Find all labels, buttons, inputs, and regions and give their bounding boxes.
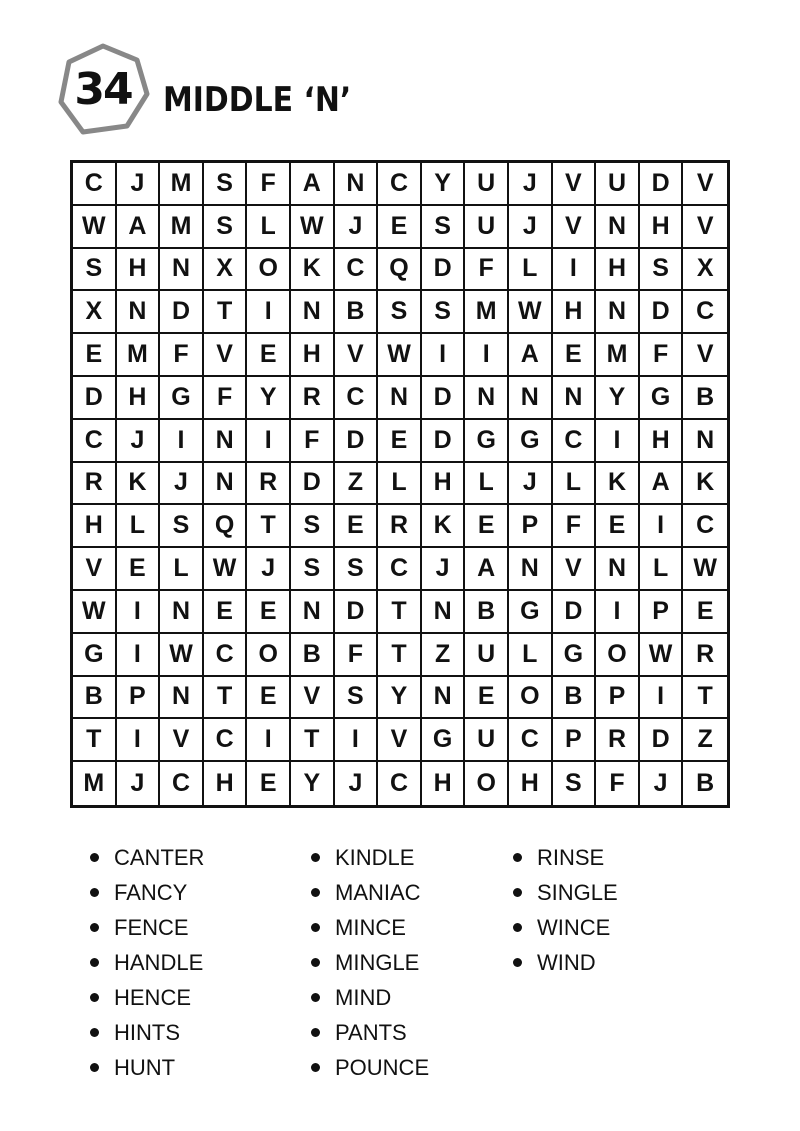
grid-cell[interactable]: H: [640, 420, 684, 463]
grid-cell[interactable]: M: [596, 334, 640, 377]
grid-cell[interactable]: I: [247, 719, 291, 762]
grid-cell[interactable]: M: [160, 163, 204, 206]
grid-cell[interactable]: E: [117, 548, 161, 591]
grid-cell[interactable]: X: [204, 249, 248, 292]
grid-cell[interactable]: D: [422, 249, 466, 292]
grid-cell[interactable]: M: [117, 334, 161, 377]
grid-cell[interactable]: K: [291, 249, 335, 292]
grid-cell[interactable]: F: [596, 762, 640, 805]
grid-cell[interactable]: N: [291, 291, 335, 334]
grid-cell[interactable]: T: [247, 505, 291, 548]
grid-cell[interactable]: H: [422, 463, 466, 506]
grid-cell[interactable]: W: [204, 548, 248, 591]
grid-cell[interactable]: N: [509, 377, 553, 420]
grid-cell[interactable]: J: [117, 163, 161, 206]
grid-cell[interactable]: O: [247, 634, 291, 677]
grid-cell[interactable]: O: [247, 249, 291, 292]
grid-cell[interactable]: V: [378, 719, 422, 762]
grid-cell[interactable]: C: [204, 719, 248, 762]
bullet-icon: [90, 853, 99, 862]
grid-cell[interactable]: H: [291, 334, 335, 377]
word-list-item: [90, 1015, 290, 1050]
grid-cell[interactable]: D: [73, 377, 117, 420]
grid-cell[interactable]: B: [291, 634, 335, 677]
grid-cell[interactable]: N: [160, 677, 204, 720]
grid-cell[interactable]: A: [509, 334, 553, 377]
grid-cell[interactable]: H: [596, 249, 640, 292]
grid-cell[interactable]: R: [378, 505, 422, 548]
puzzle-title: MIDDLE ‘N’: [163, 80, 352, 120]
grid-cell[interactable]: D: [422, 420, 466, 463]
grid-cell[interactable]: B: [683, 377, 727, 420]
word-label: MANIAC: [335, 879, 421, 905]
bullet-icon: [90, 1028, 99, 1037]
grid-cell[interactable]: E: [247, 591, 291, 634]
grid-cell[interactable]: F: [553, 505, 597, 548]
grid-cell[interactable]: I: [160, 420, 204, 463]
grid-cell[interactable]: H: [509, 762, 553, 805]
grid-cell[interactable]: I: [335, 719, 379, 762]
grid-cell[interactable]: H: [117, 249, 161, 292]
grid-cell[interactable]: B: [335, 291, 379, 334]
word-label: FENCE: [114, 914, 189, 940]
grid-cell[interactable]: V: [683, 334, 727, 377]
word-list-item: [311, 1015, 511, 1050]
bullet-icon: [90, 993, 99, 1002]
grid-cell[interactable]: B: [696, 769, 715, 798]
grid-cell[interactable]: D: [335, 591, 379, 634]
grid-cell[interactable]: H: [640, 206, 684, 249]
grid-cell[interactable]: E: [73, 334, 117, 377]
grid-cell[interactable]: T: [683, 677, 727, 720]
grid-cell[interactable]: C: [378, 762, 422, 805]
grid-cell[interactable]: N: [117, 291, 161, 334]
word-list-item: [311, 840, 511, 875]
grid-cell[interactable]: Z: [335, 463, 379, 506]
grid-cell[interactable]: S: [553, 762, 597, 805]
grid-cell[interactable]: C: [509, 719, 553, 762]
grid-cell[interactable]: W: [683, 548, 727, 591]
grid-cell[interactable]: N: [160, 591, 204, 634]
grid-cell[interactable]: K: [422, 505, 466, 548]
bullet-icon: [311, 853, 320, 862]
grid-cell[interactable]: L: [509, 249, 553, 292]
grid-cell[interactable]: C: [160, 762, 204, 805]
word-label: CANTER: [114, 844, 205, 870]
word-list-item: [513, 840, 713, 875]
bullet-icon: [90, 923, 99, 932]
grid-cell[interactable]: T: [378, 634, 422, 677]
grid-cell[interactable]: A: [291, 163, 335, 206]
grid-cell[interactable]: Q: [378, 249, 422, 292]
grid-cell[interactable]: N: [204, 463, 248, 506]
grid-cell[interactable]: I: [553, 249, 597, 292]
bullet-icon: [311, 1063, 320, 1072]
grid-cell[interactable]: C: [73, 420, 117, 463]
grid-cell[interactable]: I: [117, 591, 161, 634]
grid-cell[interactable]: E: [247, 762, 291, 805]
grid-cell[interactable]: E: [247, 334, 291, 377]
grid-cell[interactable]: S: [422, 291, 466, 334]
word-list-item: [90, 1050, 290, 1085]
grid-cell[interactable]: D: [160, 291, 204, 334]
grid-cell[interactable]: N: [465, 377, 509, 420]
grid-cell[interactable]: N: [422, 591, 466, 634]
grid-cell[interactable]: M: [73, 762, 117, 805]
grid-cell[interactable]: W: [509, 291, 553, 334]
word-label: POUNCE: [335, 1054, 430, 1080]
grid-cell[interactable]: K: [596, 463, 640, 506]
grid-cell[interactable]: I: [117, 634, 161, 677]
word-label: WIND: [537, 949, 596, 975]
grid-cell[interactable]: E: [596, 505, 640, 548]
grid-cell[interactable]: I: [640, 505, 684, 548]
grid-cell[interactable]: E: [553, 334, 597, 377]
grid-cell[interactable]: V: [553, 548, 597, 591]
grid-cell[interactable]: S: [378, 291, 422, 334]
grid-cell[interactable]: V: [335, 334, 379, 377]
word-label: FANCY: [114, 879, 188, 905]
grid-cell[interactable]: N: [553, 377, 597, 420]
grid-cell[interactable]: I: [465, 334, 509, 377]
grid-cell[interactable]: C: [204, 634, 248, 677]
grid-cell[interactable]: S: [291, 548, 335, 591]
grid-cell[interactable]: P: [640, 591, 684, 634]
grid-cell[interactable]: S: [204, 163, 248, 206]
word-list-column: [311, 840, 511, 1085]
word-label: KINDLE: [335, 844, 415, 870]
grid-cell[interactable]: N: [596, 548, 640, 591]
grid-cell[interactable]: N: [335, 163, 379, 206]
grid-cell[interactable]: H: [553, 291, 597, 334]
grid-cell[interactable]: P: [117, 677, 161, 720]
grid-cell[interactable]: S: [335, 677, 379, 720]
puzzle-number-badge: [55, 42, 151, 138]
grid-cell[interactable]: J: [117, 762, 161, 805]
grid-cell[interactable]: G: [553, 634, 597, 677]
grid-cell[interactable]: P: [553, 719, 597, 762]
grid-cell[interactable]: G: [640, 377, 684, 420]
grid-cell[interactable]: Y: [247, 377, 291, 420]
grid-cell[interactable]: G: [422, 719, 466, 762]
bullet-icon: [311, 993, 320, 1002]
grid-cell[interactable]: K: [117, 463, 161, 506]
grid-cell[interactable]: X: [73, 291, 117, 334]
grid-cell[interactable]: J: [509, 206, 553, 249]
grid-cell[interactable]: G: [509, 591, 553, 634]
grid-cell[interactable]: V: [553, 163, 597, 206]
grid-cell[interactable]: F: [640, 334, 684, 377]
grid-cell[interactable]: N: [422, 677, 466, 720]
word-list-item: [90, 945, 290, 980]
bullet-icon: [513, 923, 522, 932]
grid-cell[interactable]: E: [378, 206, 422, 249]
grid-cell[interactable]: G: [465, 420, 509, 463]
word-list-item: [513, 945, 713, 980]
grid-cell[interactable]: V: [291, 677, 335, 720]
grid-cell[interactable]: Y: [291, 762, 335, 805]
grid-cell[interactable]: V: [204, 334, 248, 377]
grid-cell[interactable]: U: [465, 163, 509, 206]
word-label: HENCE: [114, 984, 192, 1010]
grid-cell[interactable]: B: [465, 591, 509, 634]
grid-cell[interactable]: L: [465, 463, 509, 506]
grid-cell[interactable]: S: [204, 206, 248, 249]
grid-cell[interactable]: O: [596, 634, 640, 677]
word-list-item: [90, 875, 290, 910]
grid-cell[interactable]: M: [160, 206, 204, 249]
grid-cell[interactable]: C: [378, 548, 422, 591]
grid-cell[interactable]: B: [553, 677, 597, 720]
grid-cell[interactable]: D: [422, 377, 466, 420]
grid-cell[interactable]: R: [291, 377, 335, 420]
word-label: WINCE: [537, 914, 611, 940]
word-list-item: [90, 840, 290, 875]
grid-cell[interactable]: E: [204, 591, 248, 634]
word-label: HUNT: [114, 1054, 176, 1080]
grid-cell[interactable]: J: [335, 206, 379, 249]
grid-cell[interactable]: R: [683, 634, 727, 677]
grid-cell[interactable]: W: [378, 334, 422, 377]
grid-cell[interactable]: R: [247, 463, 291, 506]
grid-cell[interactable]: D: [640, 163, 684, 206]
grid-cell[interactable]: Z: [683, 719, 727, 762]
grid-cell[interactable]: L: [553, 463, 597, 506]
grid-cell[interactable]: Y: [378, 677, 422, 720]
grid-cell[interactable]: S: [422, 206, 466, 249]
word-label: HANDLE: [114, 949, 204, 975]
grid-cell[interactable]: S: [291, 505, 335, 548]
grid-cell[interactable]: J: [247, 548, 291, 591]
grid-cell[interactable]: D: [640, 291, 684, 334]
grid-cell[interactable]: B: [73, 677, 117, 720]
grid-cell[interactable]: P: [596, 677, 640, 720]
grid-cell[interactable]: N: [509, 548, 553, 591]
grid-cell[interactable]: W: [160, 634, 204, 677]
grid-cell[interactable]: V: [160, 719, 204, 762]
grid-cell[interactable]: J: [509, 463, 553, 506]
grid-cell[interactable]: L: [247, 206, 291, 249]
word-list-item: [311, 945, 511, 980]
grid-cell[interactable]: S: [73, 249, 117, 292]
grid-cell[interactable]: D: [335, 420, 379, 463]
bullet-icon: [311, 923, 320, 932]
grid-cell[interactable]: U: [465, 206, 509, 249]
grid-cell[interactable]: X: [683, 249, 727, 292]
grid-cell[interactable]: I: [640, 677, 684, 720]
grid-cell[interactable]: L: [640, 548, 684, 591]
grid-cell[interactable]: W: [73, 591, 117, 634]
grid-cell[interactable]: A: [117, 206, 161, 249]
grid-cell[interactable]: L: [378, 463, 422, 506]
grid-cell[interactable]: N: [291, 591, 335, 634]
grid-cell[interactable]: J: [509, 163, 553, 206]
grid-cell[interactable]: F: [247, 163, 291, 206]
grid-cell[interactable]: A: [465, 548, 509, 591]
grid-cell[interactable]: N: [378, 377, 422, 420]
grid-cell[interactable]: L: [117, 505, 161, 548]
word-list-item: [513, 875, 713, 910]
grid-cell[interactable]: C: [553, 420, 597, 463]
grid-cell[interactable]: V: [553, 206, 597, 249]
bullet-icon: [311, 1028, 320, 1037]
grid-cell[interactable]: J: [335, 762, 379, 805]
grid-cell[interactable]: G: [509, 420, 553, 463]
grid-cell[interactable]: N: [596, 291, 640, 334]
grid-cell[interactable]: H: [73, 505, 117, 548]
grid-cell[interactable]: T: [73, 719, 117, 762]
grid-cell[interactable]: D: [553, 591, 597, 634]
grid-cell[interactable]: Z: [422, 634, 466, 677]
grid-cell[interactable]: A: [640, 463, 684, 506]
grid-cell[interactable]: E: [465, 677, 509, 720]
grid-cell[interactable]: N: [204, 420, 248, 463]
grid-cell[interactable]: I: [596, 591, 640, 634]
word-list-item: [90, 980, 290, 1015]
grid-cell[interactable]: Q: [204, 505, 248, 548]
grid-cell[interactable]: E: [378, 420, 422, 463]
grid-cell[interactable]: K: [683, 463, 727, 506]
word-list-item: [513, 910, 713, 945]
grid-cell[interactable]: S: [335, 548, 379, 591]
grid-cell[interactable]: E: [683, 591, 727, 634]
bullet-icon: [90, 888, 99, 897]
bullet-icon: [90, 1063, 99, 1072]
bullet-icon: [311, 958, 320, 967]
bullet-icon: [311, 888, 320, 897]
bullet-icon: [513, 958, 522, 967]
word-list-column: [513, 840, 713, 980]
grid-cell[interactable]: S: [640, 249, 684, 292]
bullet-icon: [513, 888, 522, 897]
word-label: MIND: [335, 984, 392, 1010]
grid-cell[interactable]: U: [465, 634, 509, 677]
grid-cell[interactable]: V: [73, 548, 117, 591]
grid-cell[interactable]: U: [596, 163, 640, 206]
grid-cell[interactable]: T: [204, 677, 248, 720]
word-label: RINSE: [537, 844, 605, 870]
grid-cell[interactable]: W: [73, 206, 117, 249]
grid-cell[interactable]: E: [465, 505, 509, 548]
word-list-column: [90, 840, 290, 1085]
grid-cell[interactable]: W: [640, 634, 684, 677]
grid-cell[interactable]: I: [247, 420, 291, 463]
grid-cell[interactable]: T: [291, 719, 335, 762]
word-list-item: [311, 910, 511, 945]
grid-cell[interactable]: E: [247, 677, 291, 720]
grid-cell[interactable]: O: [465, 762, 509, 805]
grid-cell[interactable]: J: [422, 548, 466, 591]
grid-cell[interactable]: F: [204, 377, 248, 420]
word-list: [90, 840, 730, 1090]
grid-cell[interactable]: J: [160, 463, 204, 506]
grid-cell[interactable]: N: [160, 249, 204, 292]
grid-cell[interactable]: H: [204, 762, 248, 805]
grid-cell[interactable]: T: [378, 591, 422, 634]
grid-cell[interactable]: O: [509, 677, 553, 720]
grid-cell[interactable]: M: [465, 291, 509, 334]
grid-cell[interactable]: F: [291, 420, 335, 463]
grid-cell[interactable]: C: [335, 377, 379, 420]
grid-cell[interactable]: I: [596, 420, 640, 463]
word-label: MINCE: [335, 914, 406, 940]
bullet-icon: [90, 958, 99, 967]
grid-cell[interactable]: I: [247, 291, 291, 334]
grid-cell[interactable]: P: [509, 505, 553, 548]
grid-cell[interactable]: F: [160, 334, 204, 377]
word-search-grid: [70, 160, 730, 808]
grid-cell[interactable]: I: [422, 334, 466, 377]
word-list-item: [311, 1050, 511, 1085]
grid-cell[interactable]: S: [160, 505, 204, 548]
word-list-item: [311, 875, 511, 910]
grid-cell[interactable]: L: [160, 548, 204, 591]
grid-cell[interactable]: T: [204, 291, 248, 334]
grid-cell[interactable]: G: [160, 377, 204, 420]
grid-cell[interactable]: C: [335, 249, 379, 292]
grid-cell[interactable]: L: [509, 634, 553, 677]
grid-cell[interactable]: C: [683, 291, 727, 334]
grid-cell[interactable]: G: [73, 634, 117, 677]
word-label: SINGLE: [537, 879, 618, 905]
puzzle-number: 34: [74, 64, 132, 115]
grid-cell[interactable]: H: [117, 377, 161, 420]
word-label: PANTS: [335, 1019, 407, 1045]
grid-cell[interactable]: H: [422, 762, 466, 805]
grid-cell[interactable]: V: [683, 206, 727, 249]
grid-cell[interactable]: C: [73, 163, 117, 206]
grid-cell[interactable]: N: [596, 206, 640, 249]
grid-cell[interactable]: Y: [422, 163, 466, 206]
grid-cell[interactable]: V: [683, 163, 727, 206]
grid-cell[interactable]: D: [291, 463, 335, 506]
grid-cell[interactable]: J: [117, 420, 161, 463]
grid-cell[interactable]: N: [683, 420, 727, 463]
word-label: MINGLE: [335, 949, 420, 975]
grid-cell[interactable]: C: [683, 505, 727, 548]
grid-cell[interactable]: W: [291, 206, 335, 249]
word-list-item: [90, 910, 290, 945]
grid-cell[interactable]: I: [117, 719, 161, 762]
bullet-icon: [513, 853, 522, 862]
grid-cell[interactable]: F: [335, 634, 379, 677]
grid-cell[interactable]: R: [73, 463, 117, 506]
grid-cell[interactable]: C: [378, 163, 422, 206]
word-list-item: [311, 980, 511, 1015]
grid-cell[interactable]: E: [335, 505, 379, 548]
grid-cell[interactable]: U: [465, 719, 509, 762]
grid-cell[interactable]: Y: [596, 377, 640, 420]
grid-cell[interactable]: J: [640, 762, 684, 805]
grid-cell[interactable]: F: [465, 249, 509, 292]
grid-cell[interactable]: D: [640, 719, 684, 762]
grid-cell[interactable]: R: [596, 719, 640, 762]
word-label: HINTS: [114, 1019, 180, 1045]
